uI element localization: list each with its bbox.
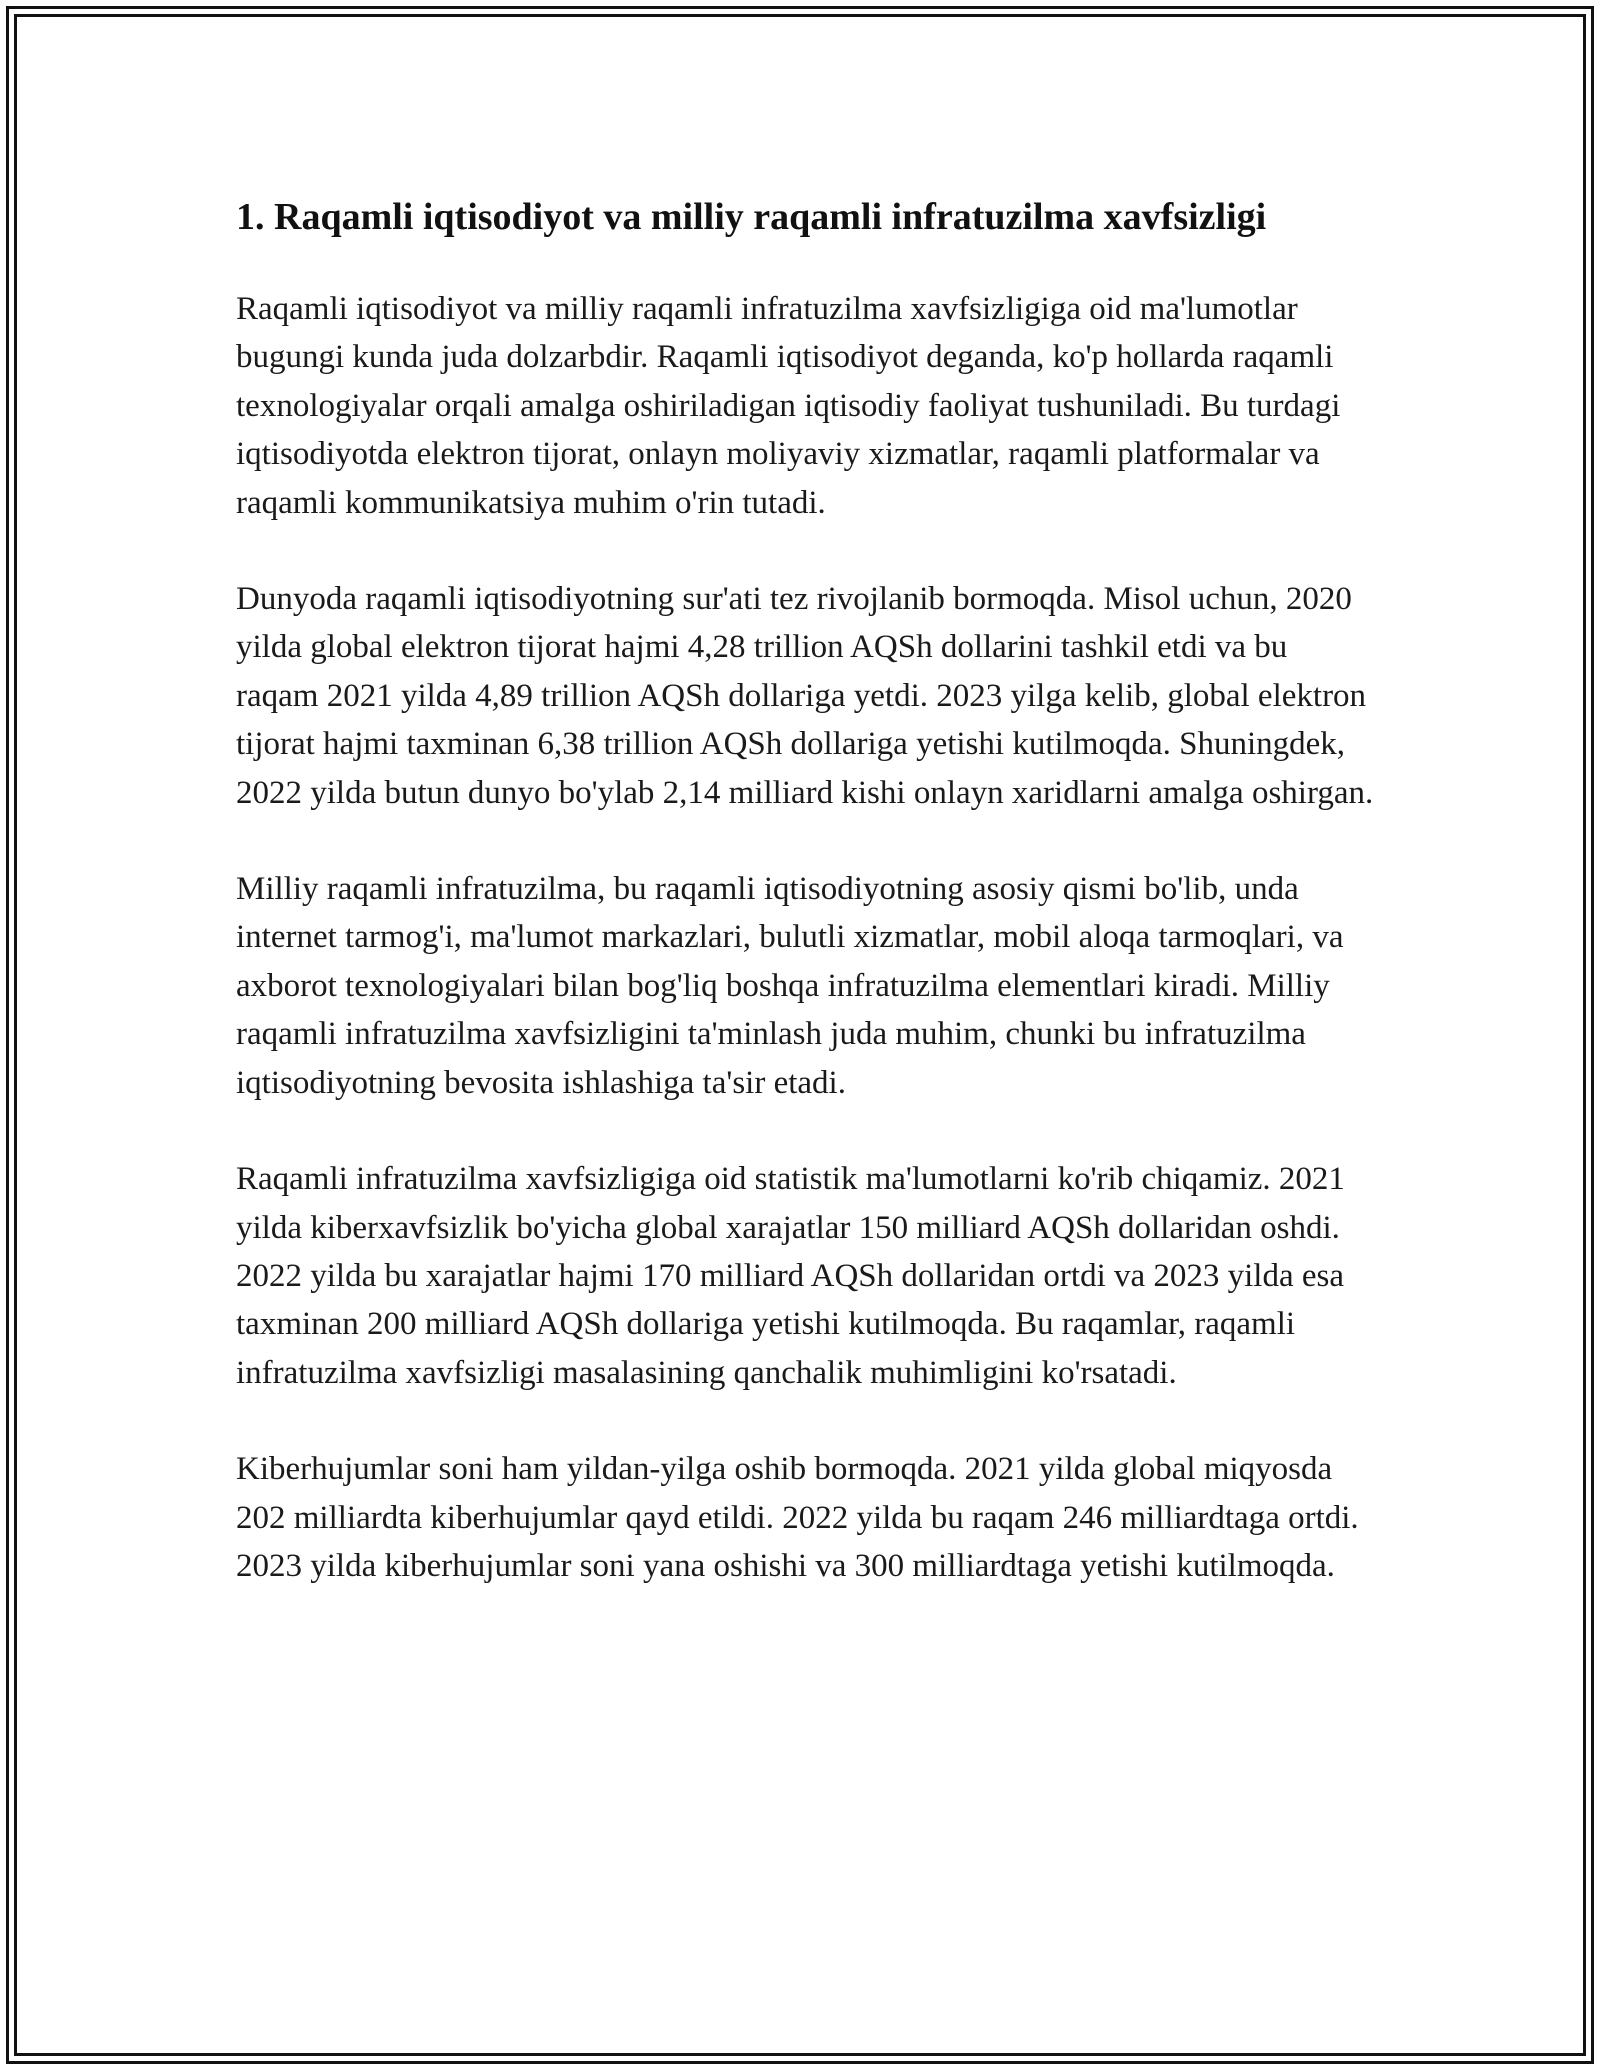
- paragraph-cyberattacks: Kiberhujumlar soni ham yildan-yilga oshib bormoqda. 2021 yilda global miqyosda 202 milliardta kiberhujumlar qayd etildi. 2022 yilda bu raqam 246 milliardtaga ortdi. 2023 yilda kiberhujumlar soni yana oshishi va 300 milliardtaga yetishi kutilmoqda.: [236, 1451, 1359, 1584]
- paragraph-ecommerce-stats: Dunyoda raqamli iqtisodiyotning sur'ati tez rivojlanib bormoqda. Misol uchun, 2020 yilda global elektron tijorat hajmi 4,28 trillion AQSh dollarini tashkil etdi va bu raqam 2021 yilda 4,89 trillion AQSh dollariga yetdi. 2023 yilga kelib, global elektron tijorat hajmi taxminan 6,38 trillion AQSh dollariga yetishi kutilmoqda. Shuningdek, 2022 yilda butun dunyo bo'ylab 2,14 milliard kishi onlayn xaridlarni amalga oshirgan.: [236, 581, 1374, 811]
- document-body: [236, 190, 1376, 1638]
- paragraph-infrastructure: Milliy raqamli infratuzilma, bu raqamli iqtisodiyotning asosiy qismi bo'lib, unda internet tarmog'i, ma'lumot markazlari, bulutli xizmatlar, mobil aloqa tarmoqlari, va axborot texnologiyalari bilan bog'liq boshqa infratuzilma elementlari kiradi. Milliy raqamli infratuzilma xavfsizligini ta'minlash juda muhim, chunki bu infratuzilma iqtisodiyotning bevosita ishlashiga ta'sir etadi.: [236, 871, 1344, 1101]
- section-title: 1. Raqamli iqtisodiyot va milliy raqamli infratuzilma xavfsizligi: [236, 196, 1267, 238]
- paragraph-security-spending: Raqamli infratuzilma xavfsizligiga oid statistik ma'lumotlarni ko'rib chiqamiz. 2021 yilda kiberxavfsizlik bo'yicha global xarajatlar 150 milliard AQSh dollaridan oshdi. 2022 yilda bu xarajatlar hajmi 170 milliard AQSh dollaridan ortdi va 2023 yilda esa taxminan 200 milliard AQSh dollariga yetishi kutilmoqda. Bu raqamlar, raqamli infratuzilma xavfsizligi masalasining qanchalik muhimligini ko'rsatadi.: [236, 1161, 1345, 1391]
- paragraph-intro: Raqamli iqtisodiyot va milliy raqamli infratuzilma xavfsizligiga oid ma'lumotlar bugungi kunda juda dolzarbdir. Raqamli iqtisodiyot deganda, ko'p hollarda raqamli texnologiyalar orqali amalga oshiriladigan iqtisodiy faoliyat tushuniladi. Bu turdagi iqtisodiyotda elektron tijorat, onlayn moliyaviy xizmatlar, raqamli platformalar va raqamli kommunikatsiya muhim o'rin tutadi.: [236, 291, 1341, 521]
